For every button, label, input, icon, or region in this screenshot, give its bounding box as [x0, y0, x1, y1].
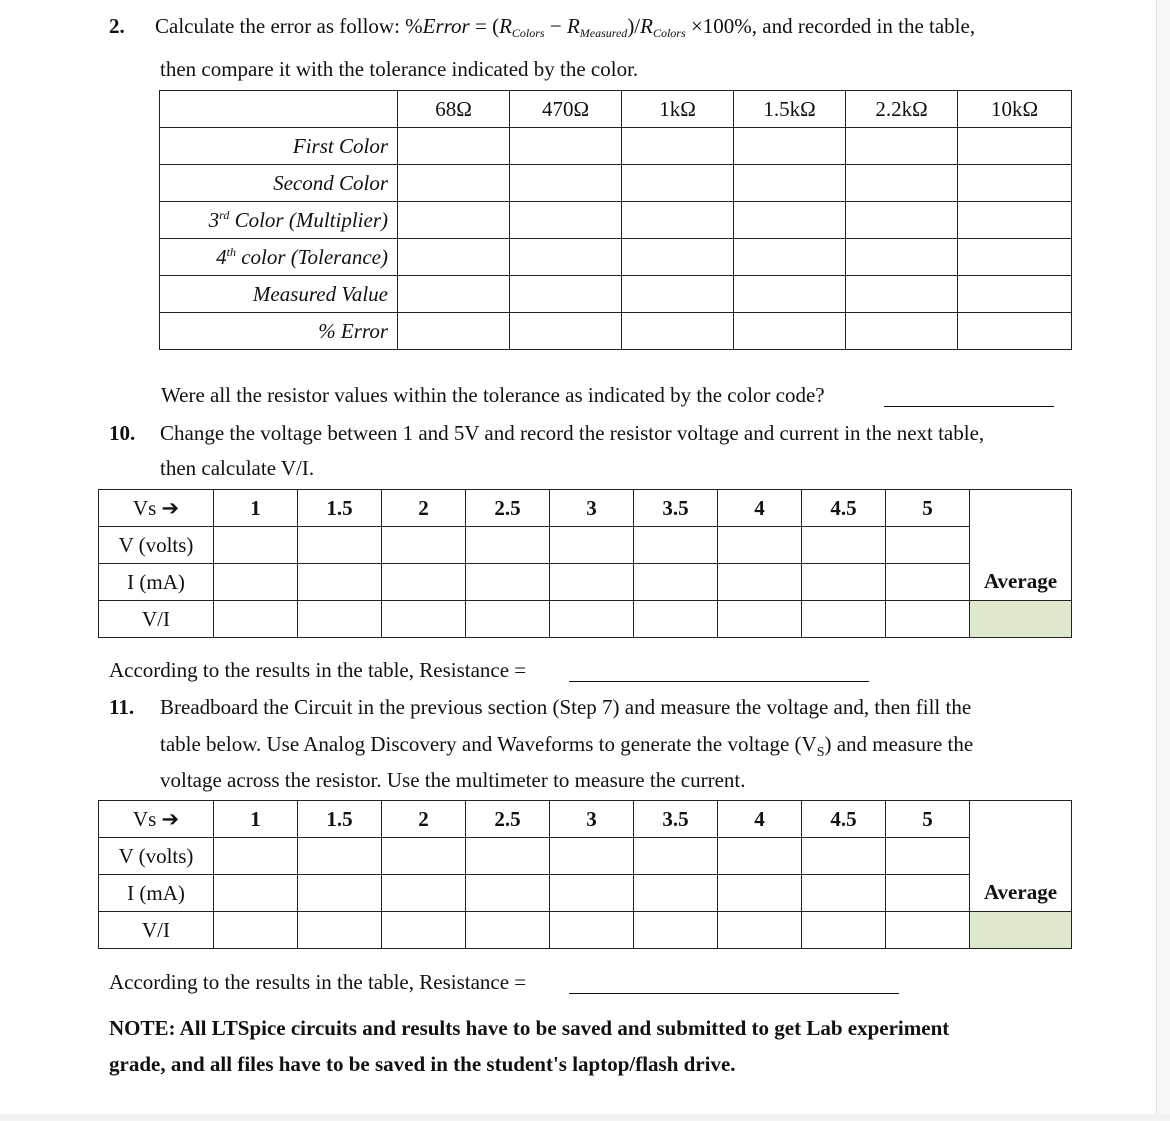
vs-value-cell: 4 [718, 801, 802, 838]
page-edge-bottom [0, 1114, 1170, 1121]
step-11-number: 11. [109, 695, 135, 719]
entry-cell[interactable] [634, 875, 718, 912]
entry-cell[interactable] [550, 875, 634, 912]
entry-cell[interactable] [550, 601, 634, 638]
average-label: Average [970, 875, 1072, 912]
entry-cell[interactable] [802, 875, 886, 912]
entry-cell[interactable] [846, 128, 958, 165]
table-row [99, 838, 1072, 875]
table-row [160, 165, 1072, 202]
entry-cell[interactable] [802, 912, 886, 949]
header-cell-68: 68Ω [398, 91, 510, 128]
entry-cell[interactable] [958, 239, 1072, 276]
entry-cell[interactable] [886, 527, 970, 564]
vs-value-cell: 3.5 [634, 801, 718, 838]
entry-cell[interactable] [214, 875, 298, 912]
entry-cell[interactable] [510, 276, 622, 313]
entry-cell[interactable] [466, 527, 550, 564]
entry-cell[interactable] [958, 276, 1072, 313]
vs-value-cell: 1 [214, 801, 298, 838]
entry-cell[interactable] [510, 165, 622, 202]
resistance-prompt-2: According to the results in the table, Resistance = [109, 970, 527, 994]
step-11-line-2: table below. Use Analog Discovery and Waveforms to generate the voltage $(V_S)$ and measure the [160, 732, 974, 761]
entry-cell[interactable] [382, 912, 466, 949]
entry-cell[interactable] [886, 601, 970, 638]
table-row [99, 527, 1072, 564]
entry-cell[interactable] [298, 527, 382, 564]
entry-cell[interactable] [510, 313, 622, 350]
vs-value-cell: 2.5 [466, 801, 550, 838]
row-label-v-over-i: V/I [99, 601, 214, 638]
entry-cell[interactable] [802, 527, 886, 564]
step-11-line-1: Breadboard the Circuit in the previous section (Step 7) and measure the voltage and, then fill the [160, 695, 972, 719]
entry-cell[interactable] [398, 313, 510, 350]
entry-cell[interactable] [734, 276, 846, 313]
step-2-formula-line: Calculate the error as follow: %Error = $(R_{Colors} - R_{Measured})/R_{Colors} \times 100\%$, and recorded in the table, [155, 14, 976, 40]
entry-cell[interactable] [734, 128, 846, 165]
voltage-current-table-2 [98, 800, 1072, 949]
vs-value-cell: 1.5 [298, 801, 382, 838]
row-label-second-color: Second Color [160, 165, 398, 202]
header-cell-1k: 1kΩ [622, 91, 734, 128]
entry-cell[interactable] [398, 165, 510, 202]
header-cell-1-5k: 1.5kΩ [734, 91, 846, 128]
row-label-first-color: First Color [160, 128, 398, 165]
entry-cell[interactable] [634, 564, 718, 601]
note-line-2: grade, and all files have to be saved in the student's laptop/flash drive. [109, 1052, 736, 1076]
entry-cell[interactable] [510, 202, 622, 239]
row-label-tolerance: 4th color (Tolerance) [160, 239, 398, 276]
entry-cell[interactable] [734, 239, 846, 276]
average-spacer-cell [970, 527, 1072, 564]
tolerance-question: Were all the resistor values within the tolerance as indicated by the color code? [161, 383, 825, 407]
entry-cell[interactable] [718, 838, 802, 875]
entry-cell[interactable] [634, 912, 718, 949]
entry-cell[interactable] [298, 912, 382, 949]
entry-cell[interactable] [466, 875, 550, 912]
vs-value-cell: 4 [718, 490, 802, 527]
row-label-current: I (mA) [99, 875, 214, 912]
entry-cell[interactable] [510, 239, 622, 276]
step-10-number: 10. [109, 421, 136, 445]
entry-cell[interactable] [398, 202, 510, 239]
entry-cell[interactable] [846, 202, 958, 239]
entry-cell[interactable] [398, 276, 510, 313]
color-code-table [159, 90, 1072, 350]
vs-value-cell: 3 [550, 801, 634, 838]
entry-cell[interactable] [718, 875, 802, 912]
entry-cell[interactable] [214, 601, 298, 638]
row-label-volts: V (volts) [99, 527, 214, 564]
entry-cell[interactable] [958, 202, 1072, 239]
average-spacer-cell [970, 801, 1072, 838]
row-label-percent-error: % Error [160, 313, 398, 350]
entry-cell[interactable] [634, 838, 718, 875]
entry-cell[interactable] [382, 564, 466, 601]
average-result-cell[interactable] [970, 912, 1072, 949]
entry-cell[interactable] [886, 564, 970, 601]
vs-label: Vs ➔ [99, 490, 214, 527]
entry-cell[interactable] [886, 838, 970, 875]
entry-cell[interactable] [550, 527, 634, 564]
vs-value-cell: 5 [886, 801, 970, 838]
average-spacer-cell [970, 838, 1072, 875]
entry-cell[interactable] [550, 912, 634, 949]
entry-cell[interactable] [622, 165, 734, 202]
entry-cell[interactable] [466, 601, 550, 638]
vs-value-cell: 3.5 [634, 490, 718, 527]
entry-cell[interactable] [382, 527, 466, 564]
header-cell-2-2k: 2.2kΩ [846, 91, 958, 128]
entry-cell[interactable] [298, 838, 382, 875]
step-11-line-3: voltage across the resistor. Use the multimeter to measure the current. [160, 768, 746, 792]
note-line-1: NOTE: All LTSpice circuits and results have to be saved and submitted to get Lab experiment [109, 1016, 950, 1040]
resistance-answer-blank-1[interactable] [569, 661, 869, 682]
header-cell-10k: 10kΩ [958, 91, 1072, 128]
entry-cell[interactable] [718, 912, 802, 949]
table-header-row [99, 801, 1072, 838]
row-label-v-over-i: V/I [99, 912, 214, 949]
entry-cell[interactable] [734, 165, 846, 202]
entry-cell[interactable] [886, 875, 970, 912]
table-row [160, 276, 1072, 313]
vs-value-cell: 4.5 [802, 801, 886, 838]
entry-cell[interactable] [398, 239, 510, 276]
step-10-line-1: Change the voltage between 1 and 5V and record the resistor voltage and current in the next table, [160, 421, 985, 445]
vs-value-cell: 1 [214, 490, 298, 527]
row-label-current: I (mA) [99, 564, 214, 601]
step-2-number: 2. [109, 14, 125, 38]
entry-cell[interactable] [550, 838, 634, 875]
entry-cell[interactable] [382, 875, 466, 912]
table-row [160, 313, 1072, 350]
table-row [99, 875, 1072, 912]
table-row [99, 912, 1072, 949]
entry-cell[interactable] [846, 276, 958, 313]
tolerance-answer-blank[interactable] [884, 386, 1054, 407]
entry-cell[interactable] [214, 527, 298, 564]
average-spacer-cell [970, 490, 1072, 527]
average-label: Average [970, 564, 1072, 601]
vs-label: Vs ➔ [99, 801, 214, 838]
voltage-current-table-1 [98, 489, 1072, 638]
entry-cell[interactable] [846, 239, 958, 276]
entry-cell[interactable] [298, 875, 382, 912]
entry-cell[interactable] [958, 165, 1072, 202]
header-cell-470: 470Ω [510, 91, 622, 128]
table-row [160, 128, 1072, 165]
entry-cell[interactable] [214, 564, 298, 601]
entry-cell[interactable] [398, 128, 510, 165]
entry-cell[interactable] [298, 601, 382, 638]
entry-cell[interactable] [718, 601, 802, 638]
entry-cell[interactable] [382, 838, 466, 875]
page-edge-right [1156, 0, 1170, 1121]
row-label-measured-value: Measured Value [160, 276, 398, 313]
table-row [160, 202, 1072, 239]
vs-value-cell: 3 [550, 490, 634, 527]
average-result-cell[interactable] [970, 601, 1072, 638]
vs-value-cell: 1.5 [298, 490, 382, 527]
entry-cell[interactable] [634, 601, 718, 638]
entry-cell[interactable] [298, 564, 382, 601]
entry-cell[interactable] [958, 313, 1072, 350]
vs-value-cell: 2.5 [466, 490, 550, 527]
table-header-row [160, 91, 1072, 128]
row-label-multiplier: 3rd Color (Multiplier) [160, 202, 398, 239]
vs-value-cell: 2 [382, 801, 466, 838]
entry-cell[interactable] [622, 313, 734, 350]
entry-cell[interactable] [718, 564, 802, 601]
table-row [99, 564, 1072, 601]
entry-cell[interactable] [634, 527, 718, 564]
entry-cell[interactable] [550, 564, 634, 601]
entry-cell[interactable] [466, 564, 550, 601]
entry-cell[interactable] [846, 313, 958, 350]
entry-cell[interactable] [622, 276, 734, 313]
vs-value-cell: 4.5 [802, 490, 886, 527]
row-label-volts: V (volts) [99, 838, 214, 875]
header-cell-empty [160, 91, 398, 128]
entry-cell[interactable] [734, 202, 846, 239]
entry-cell[interactable] [510, 128, 622, 165]
entry-cell[interactable] [802, 838, 886, 875]
entry-cell[interactable] [622, 128, 734, 165]
step-10-line-2: then calculate V/I. [160, 456, 315, 480]
entry-cell[interactable] [622, 202, 734, 239]
entry-cell[interactable] [886, 912, 970, 949]
entry-cell[interactable] [466, 838, 550, 875]
entry-cell[interactable] [802, 564, 886, 601]
table-row [99, 601, 1072, 638]
entry-cell[interactable] [718, 527, 802, 564]
vs-value-cell: 2 [382, 490, 466, 527]
entry-cell[interactable] [802, 601, 886, 638]
table-header-row [99, 490, 1072, 527]
entry-cell[interactable] [214, 912, 298, 949]
entry-cell[interactable] [734, 313, 846, 350]
step-2-line-2: then compare it with the tolerance indicated by the color. [160, 57, 639, 81]
entry-cell[interactable] [846, 165, 958, 202]
entry-cell[interactable] [382, 601, 466, 638]
entry-cell[interactable] [622, 239, 734, 276]
entry-cell[interactable] [958, 128, 1072, 165]
resistance-answer-blank-2[interactable] [569, 973, 899, 994]
entry-cell[interactable] [214, 838, 298, 875]
table-row [160, 239, 1072, 276]
entry-cell[interactable] [466, 912, 550, 949]
resistance-prompt-1: According to the results in the table, Resistance = [109, 658, 527, 682]
vs-value-cell: 5 [886, 490, 970, 527]
